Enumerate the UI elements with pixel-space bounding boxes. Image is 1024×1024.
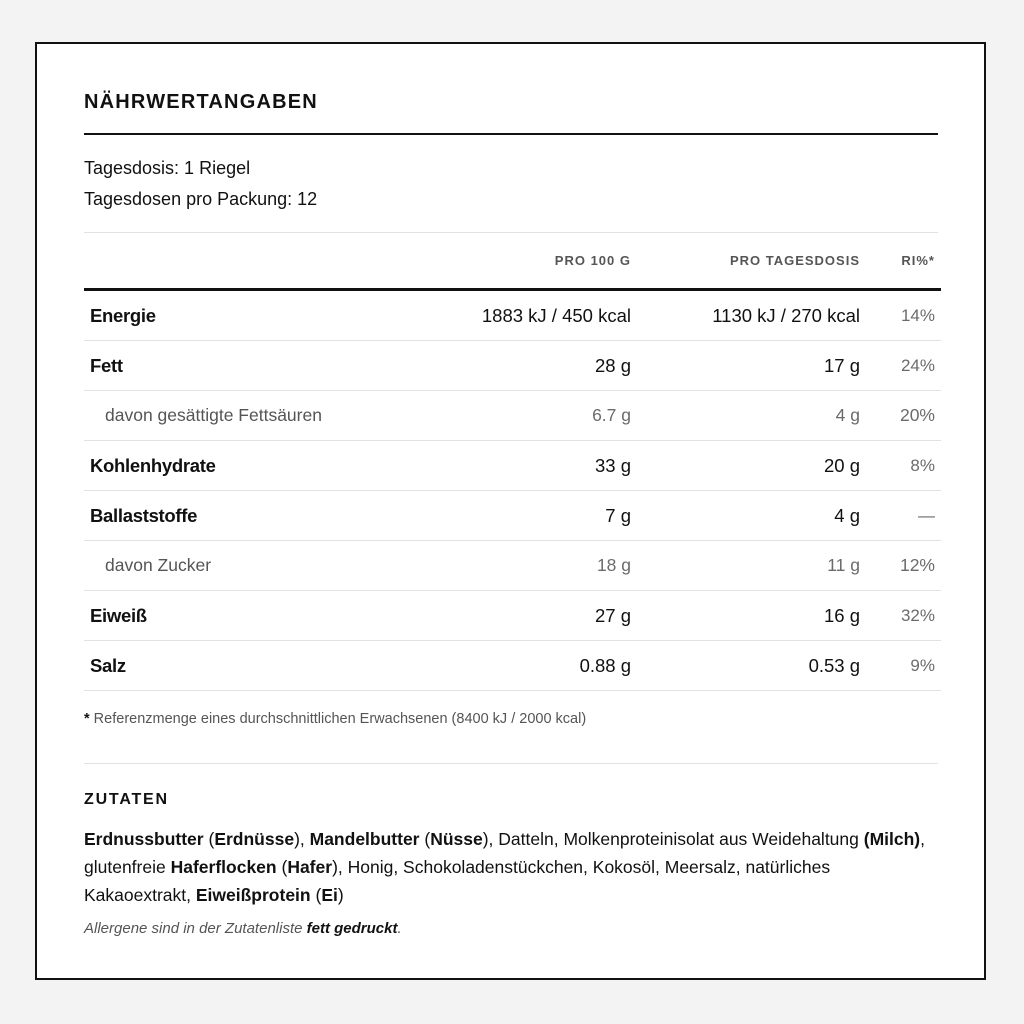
allergen-note-prefix: Allergene sind in der Zutatenliste (84, 920, 307, 937)
ingredient-allergen: (Milch) (863, 829, 921, 849)
value-per-100g: 27 g (424, 591, 637, 641)
value-per-100g: 28 g (424, 341, 637, 391)
header-nutrient (84, 233, 424, 290)
value-ri: 12% (866, 541, 941, 591)
nutrient-label: Energie (84, 290, 424, 341)
value-per-dose: 20 g (637, 441, 866, 491)
value-per-dose: 17 g (637, 341, 866, 391)
nutrient-label: Kohlenhydrate (84, 441, 424, 491)
allergen-note-bold: fett gedruckt (306, 920, 398, 937)
value-per-dose: 16 g (637, 591, 866, 641)
ingredient-allergen: Eiweißprotein (195, 885, 311, 905)
value-ri: 8% (866, 441, 941, 491)
ingredient-allergen: Haferflocken (170, 857, 277, 877)
value-per-100g: 0.88 g (424, 641, 637, 691)
value-per-dose: 1130 kJ / 270 kcal (637, 290, 866, 341)
serving-size: Tagesdosis: 1 Riegel (84, 158, 251, 178)
servings-per-pack: Tagesdosen pro Packung: 12 (84, 189, 318, 209)
ingredient-allergen: Ei (321, 885, 338, 905)
value-per-dose: 0.53 g (637, 641, 866, 691)
value-per-dose: 4 g (637, 491, 866, 541)
ingredient-allergen: Erdnussbutter (84, 829, 204, 849)
nutrient-label: davon gesättigte Fettsäuren (84, 391, 424, 441)
table-row (84, 591, 941, 641)
allergen-note-suffix: . (397, 920, 402, 937)
value-ri: 9% (866, 641, 941, 691)
value-ri: 14% (866, 290, 941, 341)
table-header-row (84, 233, 941, 290)
table-row (84, 391, 941, 441)
ingredient-allergen: Hafer (287, 857, 333, 877)
ingredients-list (84, 825, 938, 909)
value-per-100g: 6.7 g (424, 391, 637, 441)
section-divider (84, 763, 938, 764)
ingredient-text: ( (419, 829, 431, 849)
ingredient-text: ( (310, 885, 322, 905)
ingredient-text: ), Datteln, Molkenproteinisolat aus Weidehaltung (482, 829, 864, 849)
header-per-dose: PRO TAGESDOSIS (637, 233, 866, 290)
nutrition-table (84, 233, 941, 691)
value-ri: 24% (866, 341, 941, 391)
ingredient-text: ), (294, 829, 310, 849)
value-per-100g: 1883 kJ / 450 kcal (424, 290, 637, 341)
ingredient-text: ( (276, 857, 288, 877)
ingredient-text: ) (337, 885, 344, 905)
nutrient-label: Fett (84, 341, 424, 391)
ingredient-text: ), Honig, Schokoladenstückchen, Kokosöl, Meersalz, natürliches Kakaoextrakt, (84, 857, 831, 905)
ingredient-text: ( (203, 829, 215, 849)
nutrition-panel (35, 42, 986, 980)
value-per-100g: 18 g (424, 541, 637, 591)
ingredient-allergen: Nüsse (430, 829, 483, 849)
nutrition-table-body (84, 290, 941, 691)
header-per-100g: PRO 100 G (424, 233, 637, 290)
table-row (84, 491, 941, 541)
nutrient-label: Salz (84, 641, 424, 691)
footnote-text: Referenzmenge eines durchschnittlichen Erwachsenen (8400 kJ / 2000 kcal) (89, 711, 587, 727)
nutrient-label: Eiweiß (84, 591, 424, 641)
table-row (84, 641, 941, 691)
value-ri: — (866, 491, 941, 541)
page-title: NÄHRWERTANGABEN (84, 91, 318, 113)
ingredient-text: , glutenfreie (84, 829, 926, 877)
value-per-dose: 4 g (637, 391, 866, 441)
ri-footnote (84, 711, 586, 727)
value-per-100g: 7 g (424, 491, 637, 541)
value-per-dose: 11 g (637, 541, 866, 591)
value-per-100g: 33 g (424, 441, 637, 491)
value-ri: 32% (866, 591, 941, 641)
table-row (84, 541, 941, 591)
nutrient-label: Ballaststoffe (84, 491, 424, 541)
title-divider (84, 133, 938, 135)
value-ri: 20% (866, 391, 941, 441)
allergen-note (84, 920, 402, 937)
ingredient-allergen: Mandelbutter (309, 829, 420, 849)
table-row (84, 341, 941, 391)
table-row (84, 290, 941, 341)
table-row (84, 441, 941, 491)
ingredients-title: ZUTATEN (84, 791, 169, 808)
header-ri: RI%* (866, 233, 941, 290)
nutrient-label: davon Zucker (84, 541, 424, 591)
footnote-star: * (84, 711, 90, 727)
ingredient-allergen: Erdnüsse (214, 829, 295, 849)
